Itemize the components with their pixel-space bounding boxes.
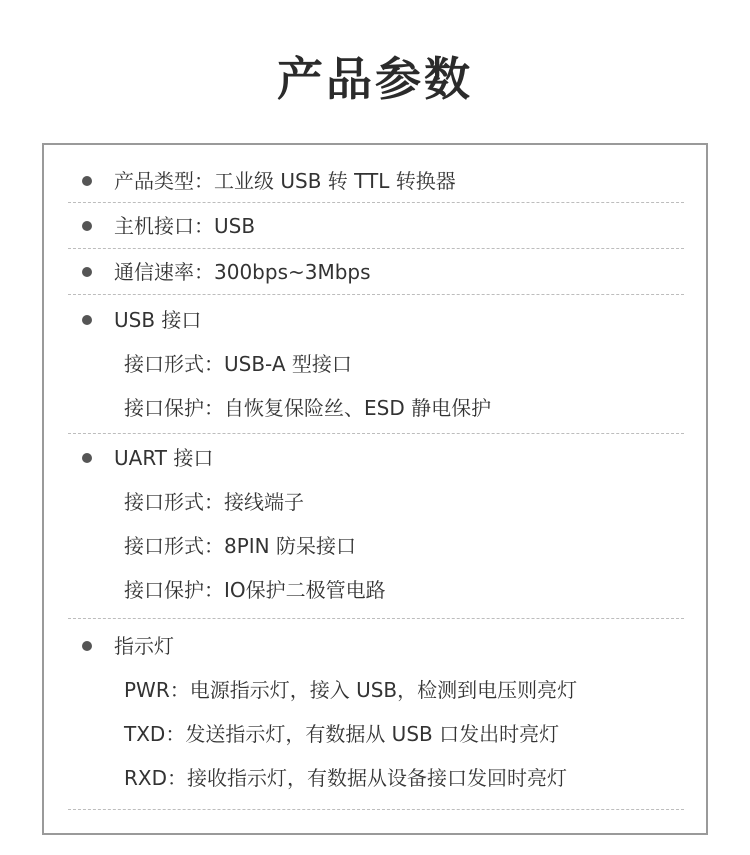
- spec-subitem: 接口保护：IO保护二极管电路: [124, 578, 386, 602]
- bullet-icon: [82, 315, 92, 325]
- divider: [68, 202, 684, 203]
- spec-uart-interface: [70, 446, 684, 470]
- bullet-icon: [82, 176, 92, 186]
- divider: [68, 618, 684, 619]
- spec-subitem: 接口形式：8PIN 防呆接口: [124, 534, 357, 558]
- spec-subitem: TXD：发送指示灯，有数据从 USB 口发出时亮灯: [124, 722, 560, 746]
- spec-subitem: 接口形式：USB-A 型接口: [124, 352, 352, 376]
- spec-indicator: [70, 634, 684, 658]
- divider: [68, 809, 684, 810]
- spec-subitem: RXD：接收指示灯，有数据从设备接口发回时亮灯: [124, 766, 567, 790]
- bullet-icon: [82, 267, 92, 277]
- spec-subitem: PWR：电源指示灯，接入 USB，检测到电压则亮灯: [124, 678, 578, 702]
- divider: [68, 294, 684, 295]
- spec-usb-interface: [70, 308, 684, 332]
- spec-label: 产品类型：工业级 USB 转 TTL 转换器: [114, 169, 456, 193]
- spec-label: UART 接口: [114, 446, 214, 470]
- spec-box: [42, 143, 708, 835]
- spec-host-interface: [70, 214, 684, 238]
- spec-product-type: [70, 169, 684, 193]
- spec-label: 指示灯: [114, 634, 174, 658]
- spec-label: 主机接口：USB: [114, 214, 256, 238]
- divider: [68, 433, 684, 434]
- spec-baud-rate: [70, 260, 684, 284]
- bullet-icon: [82, 453, 92, 463]
- spec-subitem: 接口形式：接线端子: [124, 490, 304, 514]
- spec-label: USB 接口: [114, 308, 202, 332]
- spec-label: 通信速率：300bps~3Mbps: [114, 260, 371, 284]
- spec-subitem: 接口保护：自恢复保险丝、ESD 静电保护: [124, 396, 492, 420]
- page-title: 产品参数: [277, 52, 473, 106]
- divider: [68, 248, 684, 249]
- bullet-icon: [82, 221, 92, 231]
- bullet-icon: [82, 641, 92, 651]
